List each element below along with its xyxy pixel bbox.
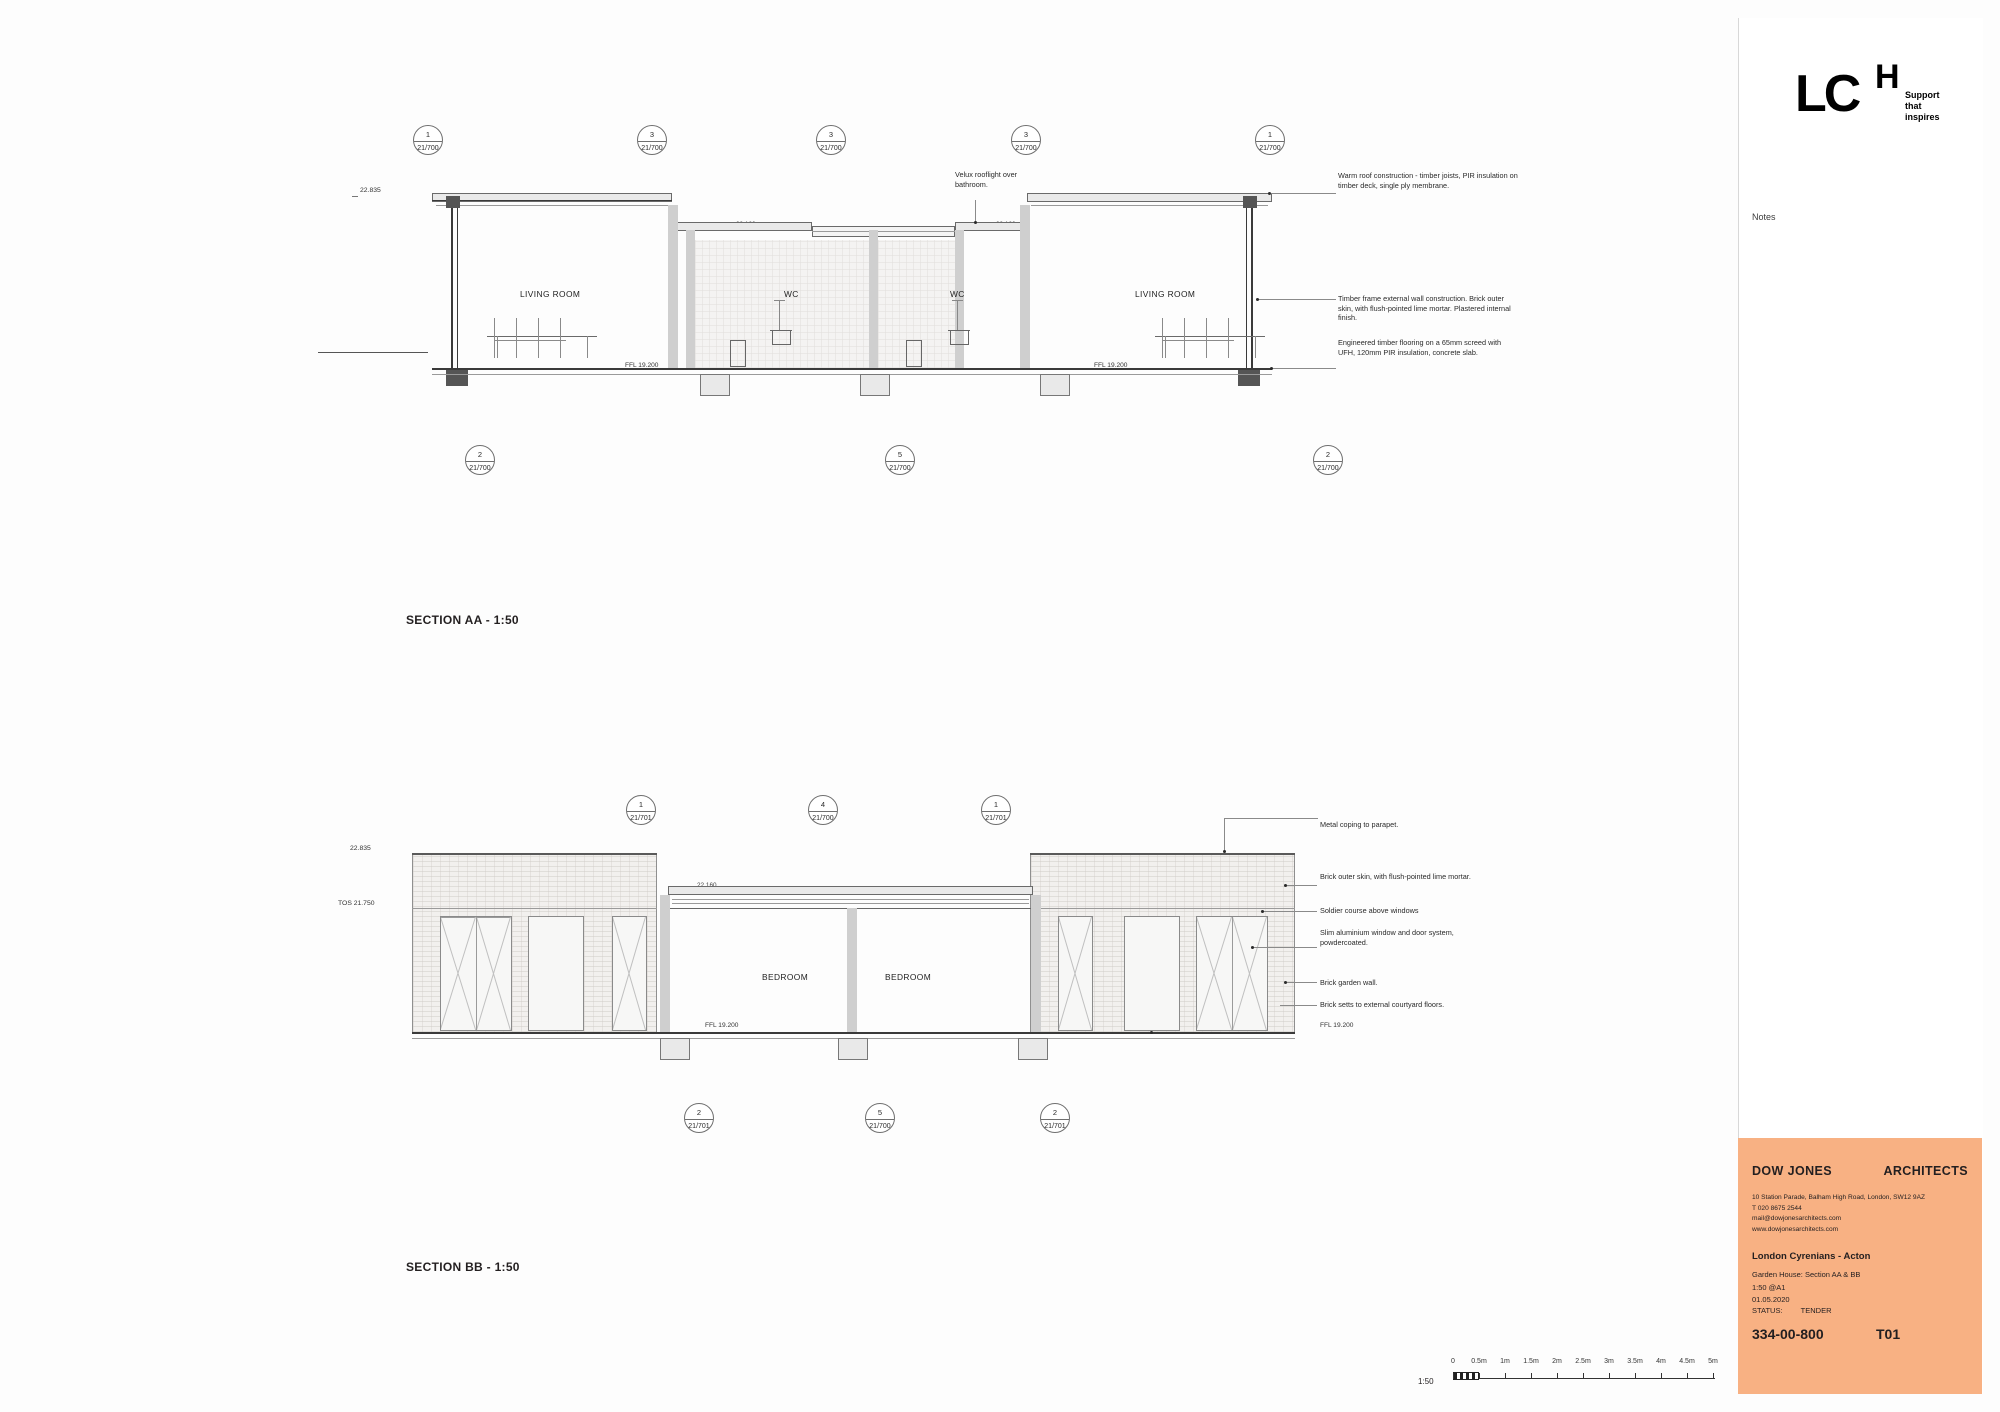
callout-bubble[interactable] xyxy=(626,795,656,825)
callout-detail-number: 5 xyxy=(886,446,914,462)
title-block xyxy=(1738,1138,1982,1394)
callout-detail-number: 2 xyxy=(1041,1104,1069,1120)
annotation-floor-construction: Engineered timber flooring on a 65mm screed with UFH, 120mm PIR insulation, concrete slab. xyxy=(1338,338,1502,357)
firm-contact xyxy=(1752,1193,1972,1235)
ffl-label: FFL 19.200 xyxy=(1094,362,1128,369)
room-label: LIVING ROOM xyxy=(520,289,581,299)
callout-sheet-ref: 21/700 xyxy=(1259,145,1281,152)
room-label: WC xyxy=(784,289,799,299)
drawing-title: Garden House: Section AA & BB xyxy=(1752,1270,1861,1279)
level-marker: 22.835 xyxy=(360,187,381,194)
logo-tagline-line1: Support xyxy=(1905,90,1940,100)
firm-name-right: ARCHITECTS xyxy=(1883,1164,1968,1178)
callout-detail-number: 2 xyxy=(685,1104,713,1120)
room-label: WC xyxy=(950,289,965,299)
callout-bubble[interactable] xyxy=(684,1103,714,1133)
lch-logo xyxy=(1795,60,1955,130)
drawing-date: 01.05.2020 xyxy=(1752,1295,1790,1304)
annotation-soldier-course: Soldier course above windows xyxy=(1320,906,1419,915)
callout-detail-number: 1 xyxy=(414,126,442,142)
callout-sheet-ref: 21/700 xyxy=(469,465,491,472)
scale-tick-label: 0.5m xyxy=(1471,1358,1487,1365)
window-opening xyxy=(1124,916,1180,1031)
scale-tick-label: 1.5m xyxy=(1523,1358,1539,1365)
callout-sheet-ref: 21/700 xyxy=(869,1123,891,1130)
scale-tick-label: 3.5m xyxy=(1627,1358,1643,1365)
annotation-rooflight: Velux rooflight over bathroom. xyxy=(955,170,1018,189)
scale-tick-label: 2m xyxy=(1552,1358,1562,1365)
callout-bubble[interactable] xyxy=(865,1103,895,1133)
callout-sheet-ref: 21/701 xyxy=(630,815,652,822)
callout-bubble[interactable] xyxy=(637,125,667,155)
logo-mark-left: LC xyxy=(1795,65,1859,123)
callout-bubble[interactable] xyxy=(465,445,495,475)
section-bb-title: SECTION BB - 1:50 xyxy=(406,1260,520,1274)
annotation-brick-outer-skin: Brick outer skin, with flush-pointed lime mortar. xyxy=(1320,872,1471,881)
callout-detail-number: 3 xyxy=(817,126,845,142)
project-name: London Cyrenians - Acton xyxy=(1752,1251,1871,1262)
section-aa-title: SECTION AA - 1:50 xyxy=(406,613,519,627)
scale-baseline xyxy=(1453,1378,1715,1379)
scale-bar xyxy=(1418,1358,1718,1394)
firm-address: 10 Station Parade, Balham High Road, London, SW12 9AZ xyxy=(1752,1194,1926,1201)
ffl-label: FFL 19.200 xyxy=(705,1022,739,1029)
ffl-label: FFL 19.200 xyxy=(625,362,659,369)
ffl-label: FFL 19.200 xyxy=(1320,1022,1354,1029)
callout-detail-number: 1 xyxy=(627,796,655,812)
status-value: TENDER xyxy=(1800,1306,1832,1315)
scale-tick-label: 4.5m xyxy=(1679,1358,1695,1365)
callout-bubble[interactable] xyxy=(413,125,443,155)
drawing-scale: 1:50 @A1 xyxy=(1752,1282,1786,1292)
drawing-number: 334-00-800 xyxy=(1752,1326,1824,1342)
level-marker: 22.835 xyxy=(350,845,371,852)
drawing-revision: T01 xyxy=(1876,1326,1901,1342)
callout-sheet-ref: 21/701 xyxy=(985,815,1007,822)
callout-detail-number: 2 xyxy=(466,446,494,462)
scale-tick-label: 0 xyxy=(1451,1358,1455,1365)
firm-telephone: T 020 8675 2544 xyxy=(1752,1204,1802,1212)
status-label: STATUS: xyxy=(1752,1306,1783,1315)
callout-sheet-ref: 21/701 xyxy=(688,1123,710,1130)
scale-tick-label: 5m xyxy=(1708,1358,1718,1365)
scale-tick-label: 3m xyxy=(1604,1358,1614,1365)
window-opening xyxy=(528,916,584,1031)
firm-name-left: DOW JONES xyxy=(1752,1164,1832,1178)
logo-tagline-line3: inspires xyxy=(1905,112,1940,122)
scale-ratio-label: 1:50 xyxy=(1418,1377,1434,1386)
callout-detail-number: 1 xyxy=(982,796,1010,812)
callout-detail-number: 5 xyxy=(866,1104,894,1120)
annotation-brick-setts: Brick setts to external courtyard floors. xyxy=(1320,1000,1445,1009)
scale-tick-label: 2.5m xyxy=(1575,1358,1591,1365)
firm-email: mail@dowjonesarchitects.com xyxy=(1752,1215,1842,1222)
callout-bubble[interactable] xyxy=(885,445,915,475)
annotation-garden-wall: Brick garden wall. xyxy=(1320,978,1378,987)
level-marker: TOS 21.750 xyxy=(338,900,375,907)
callout-bubble[interactable] xyxy=(1255,125,1285,155)
callout-sheet-ref: 21/700 xyxy=(1015,145,1037,152)
callout-sheet-ref: 21/700 xyxy=(417,145,439,152)
notes-label: Notes xyxy=(1752,212,1776,222)
drawing-status xyxy=(1752,1306,1832,1315)
callout-detail-number: 3 xyxy=(1012,126,1040,142)
drawing-meta xyxy=(1752,1269,1860,1307)
callout-detail-number: 1 xyxy=(1256,126,1284,142)
callout-sheet-ref: 21/700 xyxy=(641,145,663,152)
callout-bubble[interactable] xyxy=(1313,445,1343,475)
scale-ticks xyxy=(1453,1358,1718,1388)
callout-sheet-ref: 21/700 xyxy=(889,465,911,472)
callout-sheet-ref: 21/700 xyxy=(812,815,834,822)
callout-detail-number: 4 xyxy=(809,796,837,812)
annotation-roof-construction: Warm roof construction - timber joists, PIR insulation on timber deck, single ply membrane. xyxy=(1338,171,1518,190)
callout-bubble[interactable] xyxy=(816,125,846,155)
annotation-wall-construction: Timber frame external wall construction. Brick outer skin, with flush-pointed lime mortar. Plastered internal finish. xyxy=(1338,294,1511,323)
callout-bubble[interactable] xyxy=(1040,1103,1070,1133)
logo-tagline-line2: that xyxy=(1905,101,1922,111)
callout-sheet-ref: 21/700 xyxy=(820,145,842,152)
callout-sheet-ref: 21/700 xyxy=(1317,465,1339,472)
logo-mark-right: H xyxy=(1875,58,1900,96)
firm-name xyxy=(1752,1164,1968,1178)
callout-bubble[interactable] xyxy=(808,795,838,825)
logo-tagline xyxy=(1905,90,1940,123)
callout-detail-number: 3 xyxy=(638,126,666,142)
callout-bubble[interactable] xyxy=(1011,125,1041,155)
room-label: BEDROOM xyxy=(762,972,809,982)
scale-tick-label: 1m xyxy=(1500,1358,1510,1365)
scale-hatch-block xyxy=(1453,1372,1479,1380)
scale-tick-label: 4m xyxy=(1656,1358,1666,1365)
callout-sheet-ref: 21/701 xyxy=(1044,1123,1066,1130)
firm-website: www.dowjonesarchitects.com xyxy=(1752,1225,1839,1233)
annotation-coping: Metal coping to parapet. xyxy=(1320,820,1399,829)
room-label: LIVING ROOM xyxy=(1135,289,1196,299)
callout-bubble[interactable] xyxy=(981,795,1011,825)
room-label: BEDROOM xyxy=(885,972,932,982)
callout-detail-number: 2 xyxy=(1314,446,1342,462)
annotation-aluminium-window: Slim aluminium window and door system, powdercoated. xyxy=(1320,928,1454,947)
